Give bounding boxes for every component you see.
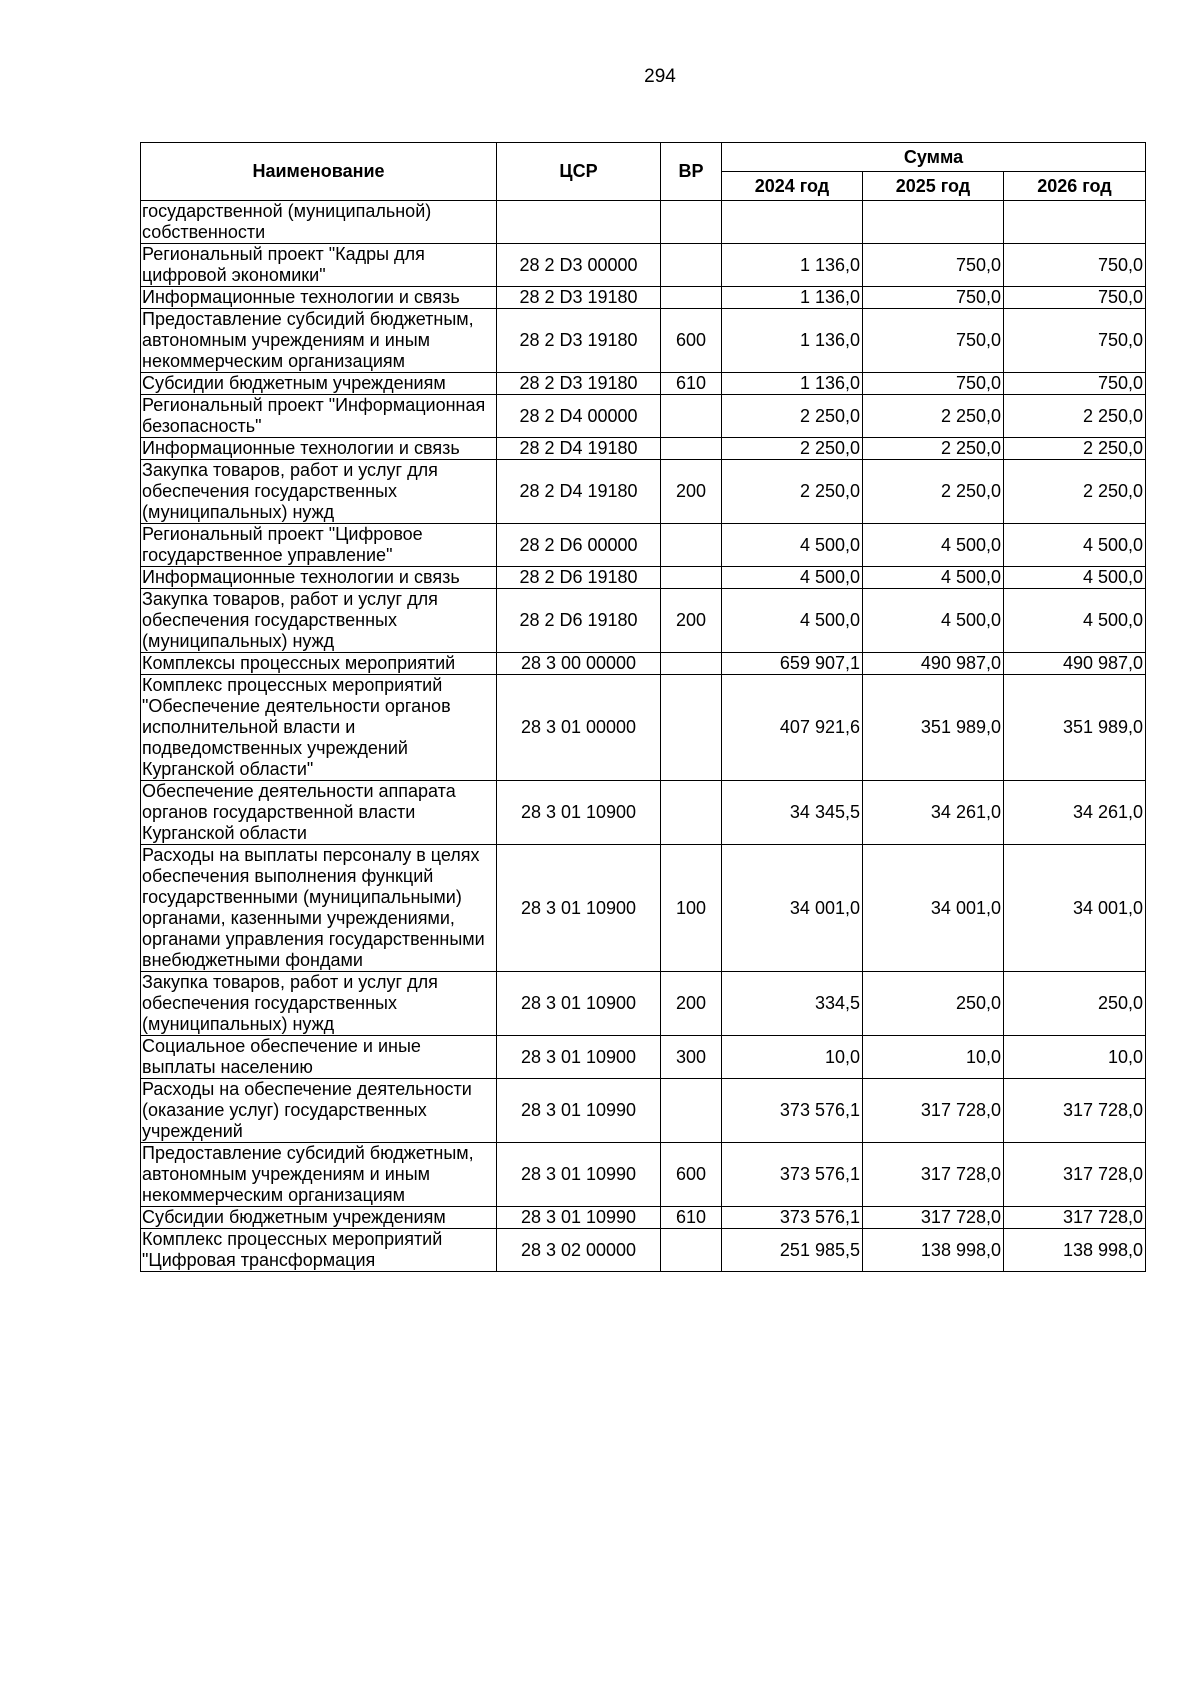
row-sum-2026-cell: 250,0 (1004, 972, 1146, 1036)
table-row (141, 460, 1146, 524)
row-name-cell: Субсидии бюджетным учреждениям (141, 1207, 497, 1229)
row-sum-2024-cell: 4 500,0 (722, 524, 863, 567)
table-row (141, 438, 1146, 460)
row-name-cell: Расходы на обеспечение деятельности (оказание услуг) государственных учреждений (141, 1079, 497, 1143)
row-sum-2026-cell: 317 728,0 (1004, 1207, 1146, 1229)
row-sum-2024-cell: 4 500,0 (722, 589, 863, 653)
row-sum-2025-cell: 750,0 (863, 373, 1004, 395)
row-vr-cell: 200 (661, 460, 722, 524)
row-vr-cell (661, 1079, 722, 1143)
table-row (141, 1079, 1146, 1143)
row-sum-2026-cell: 317 728,0 (1004, 1079, 1146, 1143)
row-sum-2025-cell: 317 728,0 (863, 1143, 1004, 1207)
row-sum-2024-cell: 1 136,0 (722, 309, 863, 373)
row-sum-2025-cell: 317 728,0 (863, 1207, 1004, 1229)
row-sum-2026-cell: 4 500,0 (1004, 589, 1146, 653)
row-sum-2024-cell: 2 250,0 (722, 460, 863, 524)
row-vr-cell (661, 438, 722, 460)
row-name-cell: Информационные технологии и связь (141, 287, 497, 309)
row-vr-cell (661, 653, 722, 675)
row-sum-2024-cell: 2 250,0 (722, 395, 863, 438)
row-sum-2024-cell: 1 136,0 (722, 287, 863, 309)
header-year-2025: 2025 год (863, 172, 1004, 201)
row-sum-2026-cell: 2 250,0 (1004, 460, 1146, 524)
row-name-cell: Субсидии бюджетным учреждениям (141, 373, 497, 395)
table-body (141, 201, 1146, 1272)
row-sum-2024-cell: 34 345,5 (722, 781, 863, 845)
row-sum-2026-cell: 34 261,0 (1004, 781, 1146, 845)
table-row (141, 1207, 1146, 1229)
row-csr-cell: 28 2 D3 00000 (497, 244, 661, 287)
row-sum-2025-cell: 4 500,0 (863, 567, 1004, 589)
row-sum-2026-cell: 2 250,0 (1004, 438, 1146, 460)
row-sum-2024-cell: 10,0 (722, 1036, 863, 1079)
table-row (141, 675, 1146, 781)
row-csr-cell: 28 3 02 00000 (497, 1229, 661, 1272)
row-sum-2024-cell: 407 921,6 (722, 675, 863, 781)
row-sum-2026-cell: 490 987,0 (1004, 653, 1146, 675)
row-sum-2025-cell: 750,0 (863, 244, 1004, 287)
row-sum-2026-cell: 4 500,0 (1004, 524, 1146, 567)
table-row (141, 395, 1146, 438)
row-sum-2025-cell: 10,0 (863, 1036, 1004, 1079)
row-name-cell: Закупка товаров, работ и услуг для обеспечения государственных (муниципальных) нужд (141, 460, 497, 524)
row-name-cell: Закупка товаров, работ и услуг для обеспечения государственных (муниципальных) нужд (141, 589, 497, 653)
table-row (141, 1229, 1146, 1272)
row-vr-cell: 600 (661, 1143, 722, 1207)
row-vr-cell (661, 675, 722, 781)
row-name-cell: Предоставление субсидий бюджетным, автономным учреждениям и иным некоммерческим организациям (141, 309, 497, 373)
row-csr-cell: 28 3 01 10900 (497, 1036, 661, 1079)
row-sum-2024-cell: 4 500,0 (722, 567, 863, 589)
table-row (141, 373, 1146, 395)
row-csr-cell: 28 2 D4 19180 (497, 460, 661, 524)
row-sum-2024-cell: 373 576,1 (722, 1143, 863, 1207)
row-csr-cell: 28 2 D3 19180 (497, 287, 661, 309)
row-csr-cell: 28 2 D4 00000 (497, 395, 661, 438)
table-row (141, 1036, 1146, 1079)
row-vr-cell: 600 (661, 309, 722, 373)
row-vr-cell (661, 567, 722, 589)
row-vr-cell (661, 395, 722, 438)
table-row (141, 201, 1146, 244)
table-row (141, 589, 1146, 653)
table-row (141, 567, 1146, 589)
row-name-cell: Обеспечение деятельности аппарата органов государственной власти Курганской области (141, 781, 497, 845)
row-sum-2025-cell: 490 987,0 (863, 653, 1004, 675)
row-csr-cell: 28 3 01 10900 (497, 845, 661, 972)
row-sum-2025-cell: 750,0 (863, 287, 1004, 309)
header-sum: Сумма (722, 143, 1146, 172)
row-sum-2024-cell: 373 576,1 (722, 1079, 863, 1143)
row-sum-2026-cell: 138 998,0 (1004, 1229, 1146, 1272)
row-csr-cell: 28 2 D4 19180 (497, 438, 661, 460)
row-vr-cell: 100 (661, 845, 722, 972)
row-csr-cell: 28 3 01 10990 (497, 1143, 661, 1207)
row-sum-2025-cell: 4 500,0 (863, 524, 1004, 567)
row-name-cell: Информационные технологии и связь (141, 438, 497, 460)
row-csr-cell: 28 2 D3 19180 (497, 309, 661, 373)
header-year-2024: 2024 год (722, 172, 863, 201)
table-header (141, 143, 1146, 201)
row-sum-2025-cell: 4 500,0 (863, 589, 1004, 653)
header-csr: ЦСР (497, 143, 661, 201)
row-sum-2024-cell: 373 576,1 (722, 1207, 863, 1229)
row-name-cell: государственной (муниципальной) собственности (141, 201, 497, 244)
row-sum-2025-cell: 750,0 (863, 309, 1004, 373)
row-sum-2025-cell: 2 250,0 (863, 460, 1004, 524)
header-name: Наименование (141, 143, 497, 201)
row-sum-2026-cell: 317 728,0 (1004, 1143, 1146, 1207)
row-sum-2026-cell: 750,0 (1004, 309, 1146, 373)
table-row (141, 1143, 1146, 1207)
row-name-cell: Комплекс процессных мероприятий "Цифровая трансформация (141, 1229, 497, 1272)
table-row (141, 781, 1146, 845)
header-vr: ВР (661, 143, 722, 201)
row-vr-cell: 610 (661, 1207, 722, 1229)
row-sum-2025-cell: 34 261,0 (863, 781, 1004, 845)
row-sum-2026-cell: 750,0 (1004, 373, 1146, 395)
row-sum-2024-cell: 251 985,5 (722, 1229, 863, 1272)
table-row (141, 524, 1146, 567)
row-vr-cell (661, 244, 722, 287)
row-vr-cell (661, 524, 722, 567)
row-sum-2025-cell: 250,0 (863, 972, 1004, 1036)
row-vr-cell (661, 1229, 722, 1272)
row-vr-cell (661, 781, 722, 845)
table-row (141, 287, 1146, 309)
row-name-cell: Информационные технологии и связь (141, 567, 497, 589)
row-name-cell: Предоставление субсидий бюджетным, автономным учреждениям и иным некоммерческим организациям (141, 1143, 497, 1207)
row-sum-2026-cell: 351 989,0 (1004, 675, 1146, 781)
row-sum-2024-cell: 334,5 (722, 972, 863, 1036)
row-sum-2024-cell: 2 250,0 (722, 438, 863, 460)
table-row (141, 972, 1146, 1036)
row-sum-2024-cell: 1 136,0 (722, 244, 863, 287)
row-sum-2026-cell: 34 001,0 (1004, 845, 1146, 972)
row-sum-2024-cell: 1 136,0 (722, 373, 863, 395)
row-sum-2026-cell: 750,0 (1004, 244, 1146, 287)
row-name-cell: Расходы на выплаты персоналу в целях обеспечения выполнения функций государственными (муниципальными) органами, казенными учреждениями, органами управления государственными внебюджетными фондами (141, 845, 497, 972)
row-sum-2025-cell: 351 989,0 (863, 675, 1004, 781)
row-sum-2025-cell: 34 001,0 (863, 845, 1004, 972)
row-csr-cell: 28 3 01 10900 (497, 972, 661, 1036)
row-name-cell: Комплексы процессных мероприятий (141, 653, 497, 675)
row-name-cell: Социальное обеспечение и иные выплаты населению (141, 1036, 497, 1079)
row-sum-2026-cell: 4 500,0 (1004, 567, 1146, 589)
row-sum-2024-cell: 34 001,0 (722, 845, 863, 972)
table-row (141, 653, 1146, 675)
table-row (141, 845, 1146, 972)
row-sum-2024-cell (722, 201, 863, 244)
row-sum-2025-cell: 138 998,0 (863, 1229, 1004, 1272)
row-csr-cell: 28 3 01 10900 (497, 781, 661, 845)
row-csr-cell: 28 3 01 10990 (497, 1079, 661, 1143)
row-vr-cell: 300 (661, 1036, 722, 1079)
row-csr-cell (497, 201, 661, 244)
table-row (141, 244, 1146, 287)
row-sum-2025-cell: 2 250,0 (863, 438, 1004, 460)
row-sum-2024-cell: 659 907,1 (722, 653, 863, 675)
row-csr-cell: 28 2 D6 19180 (497, 589, 661, 653)
row-vr-cell: 610 (661, 373, 722, 395)
budget-table-container (140, 142, 1146, 1272)
row-sum-2025-cell: 2 250,0 (863, 395, 1004, 438)
row-csr-cell: 28 3 01 10990 (497, 1207, 661, 1229)
page-number: 294 (644, 66, 676, 87)
row-csr-cell: 28 2 D6 00000 (497, 524, 661, 567)
row-name-cell: Региональный проект "Информационная безопасность" (141, 395, 497, 438)
row-name-cell: Региональный проект "Кадры для цифровой экономики" (141, 244, 497, 287)
budget-table (140, 142, 1146, 1272)
row-vr-cell: 200 (661, 972, 722, 1036)
row-vr-cell: 200 (661, 589, 722, 653)
row-sum-2025-cell: 317 728,0 (863, 1079, 1004, 1143)
row-name-cell: Региональный проект "Цифровое государственное управление" (141, 524, 497, 567)
row-vr-cell (661, 201, 722, 244)
row-csr-cell: 28 3 01 00000 (497, 675, 661, 781)
row-sum-2025-cell (863, 201, 1004, 244)
row-sum-2026-cell: 2 250,0 (1004, 395, 1146, 438)
row-name-cell: Комплекс процессных мероприятий "Обеспечение деятельности органов исполнительной власти и подведомственных учреждений Курганской области" (141, 675, 497, 781)
row-vr-cell (661, 287, 722, 309)
row-name-cell: Закупка товаров, работ и услуг для обеспечения государственных (муниципальных) нужд (141, 972, 497, 1036)
row-csr-cell: 28 2 D6 19180 (497, 567, 661, 589)
row-sum-2026-cell: 10,0 (1004, 1036, 1146, 1079)
table-row (141, 309, 1146, 373)
row-sum-2026-cell: 750,0 (1004, 287, 1146, 309)
header-year-2026: 2026 год (1004, 172, 1146, 201)
row-sum-2026-cell (1004, 201, 1146, 244)
row-csr-cell: 28 3 00 00000 (497, 653, 661, 675)
row-csr-cell: 28 2 D3 19180 (497, 373, 661, 395)
